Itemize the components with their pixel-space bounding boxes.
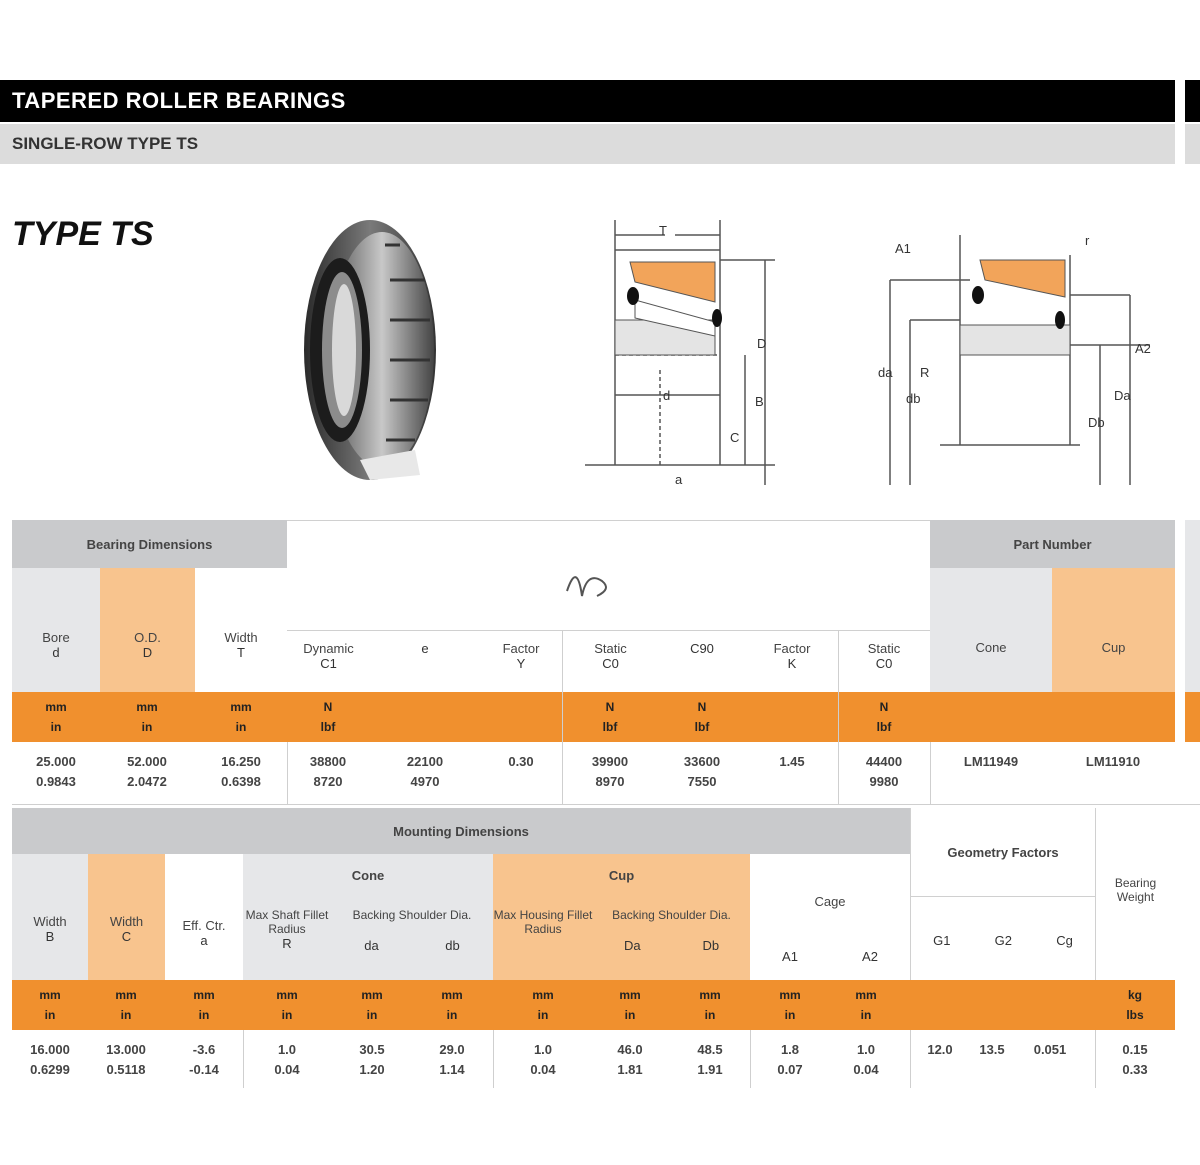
t2-value-row1-8: 48.5 (697, 1042, 723, 1057)
t1-value-row2-0: 0.9843 (36, 774, 76, 789)
t2-value-row1-5: 29.0 (439, 1042, 465, 1057)
t2-value-row2-0: 0.6299 (30, 1062, 70, 1077)
dim-B-label: B (755, 394, 764, 409)
dim-d-label: d (663, 388, 671, 403)
t2-value-row1-3: 1.0 (277, 1042, 297, 1057)
t2-value-row2-9: 0.07 (777, 1062, 803, 1077)
t2-unit-top-14: kg (1127, 988, 1142, 1002)
t2-value-row2-6: 0.04 (530, 1062, 556, 1077)
page-title: TAPERED ROLLER BEARINGS (0, 80, 1175, 122)
t2-col-weight: Bearing Weight (1095, 808, 1175, 980)
t1-value-row1-3: 38800 (309, 754, 347, 769)
t1-value-row1-7: 33600 (683, 754, 721, 769)
t1-unit-top-7: N (697, 700, 707, 714)
t2-value-row1-2: -3.6 (192, 1042, 216, 1057)
t2-value-row1-12: 13.5 (979, 1042, 1005, 1057)
t1-value-row2-7: 7550 (687, 774, 717, 789)
t1-col-od: O.D. D (100, 568, 195, 692)
dim-R-label: R (920, 365, 930, 380)
t1-unit-top-9: N (879, 700, 889, 714)
t2-value-row1-9: 1.8 (780, 1042, 800, 1057)
t1-value-row1-2: 16.250 (221, 754, 261, 769)
t2-value-row2-5: 1.14 (439, 1062, 465, 1077)
dim-A1-label: A1 (895, 241, 911, 256)
dim-r-label: r (1085, 233, 1090, 248)
t1-unit-top-2: mm (230, 700, 252, 714)
t1-value-row1-1: 52.000 (127, 754, 167, 769)
t1-unit-bottom-3: lbf (320, 720, 336, 734)
t2-unit-top-4: mm (361, 988, 383, 1002)
t1-unit-top-3: N (323, 700, 333, 714)
t1-value-row1-9: 44400 (865, 754, 903, 769)
table2-group-mounting-dimensions: Mounting Dimensions (12, 808, 910, 854)
title-bar-edge (1185, 80, 1200, 122)
t1-edge (1185, 520, 1200, 692)
t1-value-row1-5: 0.30 (508, 754, 534, 769)
t2-value-row1-10: 1.0 (856, 1042, 876, 1057)
mounting-diagram (830, 225, 1190, 495)
t1-unit-bottom-9: lbf (876, 720, 892, 734)
t1-value-row2-6: 8970 (595, 774, 625, 789)
t2-unit-bottom-10: in (860, 1008, 872, 1022)
t1-value-row2-1: 2.0472 (127, 774, 167, 789)
t2-value-row2-8: 1.91 (697, 1062, 723, 1077)
t2-value-row1-14: 0.15 (1122, 1042, 1148, 1057)
handwritten-mark (557, 551, 637, 611)
t1-unit-top-0: mm (45, 700, 67, 714)
dim-C-label: C (730, 430, 740, 445)
t2-unit-bottom-9: in (784, 1008, 796, 1022)
t2-unit-bottom-7: in (624, 1008, 636, 1022)
t1-value-row1-4: 22100 (406, 754, 444, 769)
t2-unit-top-0: mm (39, 988, 61, 1002)
t2-unit-bottom-14: lbs (1126, 1008, 1144, 1022)
t1-unit-bottom-7: lbf (694, 720, 710, 734)
dim-D-label: D (757, 336, 767, 351)
t1-col-c90: C90 (658, 630, 746, 692)
t2-value-row1-4: 30.5 (359, 1042, 385, 1057)
t2-value-row1-7: 46.0 (617, 1042, 643, 1057)
t2-col-housing-fillet: Max Housing Fillet Radius (493, 896, 593, 980)
t1-unit-top-6: N (605, 700, 615, 714)
t1-col-width: Width T (195, 568, 287, 692)
t1-unit-top-1: mm (136, 700, 158, 714)
page-subtitle: SINGLE-ROW TYPE TS (0, 124, 1175, 164)
dim-a-label: a (675, 472, 683, 487)
table2-group-geometry-factors: Geometry Factors (910, 808, 1095, 896)
t2-unit-top-2: mm (193, 988, 215, 1002)
t2-unit-top-8: mm (699, 988, 721, 1002)
t2-unit-top-3: mm (276, 988, 298, 1002)
t2-col-shaft-fillet: Max Shaft Fillet Radius R (243, 896, 331, 980)
subtitle-bar-edge (1185, 124, 1200, 164)
t1-col-y-factor: Factor Y (480, 630, 562, 692)
t2-value-row1-6: 1.0 (533, 1042, 553, 1057)
bearing-section-diagram (555, 210, 795, 500)
t2-value-row2-3: 0.04 (274, 1062, 300, 1077)
t2-unit-bottom-6: in (537, 1008, 549, 1022)
t2-unit-bottom-4: in (366, 1008, 378, 1022)
table1-group-bearing-dimensions: Bearing Dimensions (12, 520, 287, 568)
t1-unit-bottom-0: in (50, 720, 62, 734)
t2-value-row1-13: 0.051 (1033, 1042, 1067, 1057)
t2-value-row1-0: 16.000 (30, 1042, 70, 1057)
t1-col-cup: Cup (1052, 568, 1175, 692)
t2-value-row2-4: 1.20 (359, 1062, 385, 1077)
t2-value-row2-7: 1.81 (617, 1062, 643, 1077)
t1-col-static: Static C0 (563, 630, 658, 692)
t1-value-row1-0: 25.000 (36, 754, 76, 769)
t2-unit-bottom-8: in (704, 1008, 716, 1022)
table1-load-ratings-header (287, 520, 930, 630)
t1-col-dynamic: Dynamic C1 (287, 630, 370, 692)
t1-col-e: e (370, 630, 480, 692)
t2-col-cup-width: Width C (88, 854, 165, 980)
t2-col-cone-width: Width B (12, 854, 88, 980)
type-label: TYPE TS (12, 215, 154, 253)
t2-unit-bottom-5: in (446, 1008, 458, 1022)
dim-db-label: db (906, 391, 921, 406)
t2-unit-top-7: mm (619, 988, 641, 1002)
t1-value-row2-2: 0.6398 (221, 774, 261, 789)
t1-value-row1-10: LM11949 (963, 754, 1019, 769)
t1-col-static-c0: Static C0 (838, 630, 930, 692)
t1-value-row2-3: 8720 (313, 774, 343, 789)
t2-unit-bottom-1: in (120, 1008, 132, 1022)
t2-value-row1-11: 12.0 (927, 1042, 953, 1057)
t1-unit-bottom-2: in (235, 720, 247, 734)
t2-sub-cone: Cone (243, 854, 493, 896)
t2-unit-top-1: mm (115, 988, 137, 1002)
t1-col-bore: Bore d (12, 568, 100, 692)
t1-value-row1-6: 39900 (591, 754, 629, 769)
t2-col-cone-shoulder: Backing Shoulder Dia. da db (331, 896, 493, 980)
t2-value-row2-14: 0.33 (1122, 1062, 1148, 1077)
t2-sub-cup: Cup (493, 854, 750, 896)
dim-da-label: da (878, 365, 893, 380)
t2-col-eff-center: Eff. Ctr. a (165, 854, 243, 980)
t1-unit-bottom-1: in (141, 720, 153, 734)
t2-value-row2-2: -0.14 (189, 1062, 219, 1077)
t2-unit-bottom-0: in (44, 1008, 56, 1022)
dim-Db-label: Db (1088, 415, 1105, 430)
dim-T-label: T (659, 223, 667, 238)
t1-unit-bottom-6: lbf (602, 720, 618, 734)
t2-col-geometry: G1 G2 Cg (910, 896, 1095, 980)
t2-value-row2-10: 0.04 (853, 1062, 879, 1077)
dim-Da-label: Da (1114, 388, 1131, 403)
t2-unit-top-5: mm (441, 988, 463, 1002)
t2-unit-bottom-3: in (281, 1008, 293, 1022)
t1-value-row2-9: 9980 (869, 774, 899, 789)
t2-unit-bottom-2: in (198, 1008, 210, 1022)
t2-value-row1-1: 13.000 (106, 1042, 146, 1057)
t1-col-k-factor: Factor K (746, 630, 838, 692)
t2-unit-top-6: mm (532, 988, 554, 1002)
t1-value-row2-4: 4970 (410, 774, 440, 789)
t2-col-cage: Cage A1 A2 (750, 854, 910, 980)
t2-unit-top-9: mm (779, 988, 801, 1002)
t1-value-row1-8: 1.45 (779, 754, 805, 769)
table1-group-part-number: Part Number (930, 520, 1175, 568)
t2-unit-top-10: mm (855, 988, 877, 1002)
t1-units-edge (1185, 692, 1200, 742)
t2-value-row2-1: 0.5118 (106, 1062, 146, 1077)
t1-value-row1-11: LM11910 (1085, 754, 1141, 769)
dim-A2-label: A2 (1135, 341, 1151, 356)
t1-col-cone: Cone (930, 568, 1052, 692)
bearing-photo (290, 210, 450, 490)
t2-col-cup-shoulder: Backing Shoulder Dia. Da Db (593, 896, 750, 980)
